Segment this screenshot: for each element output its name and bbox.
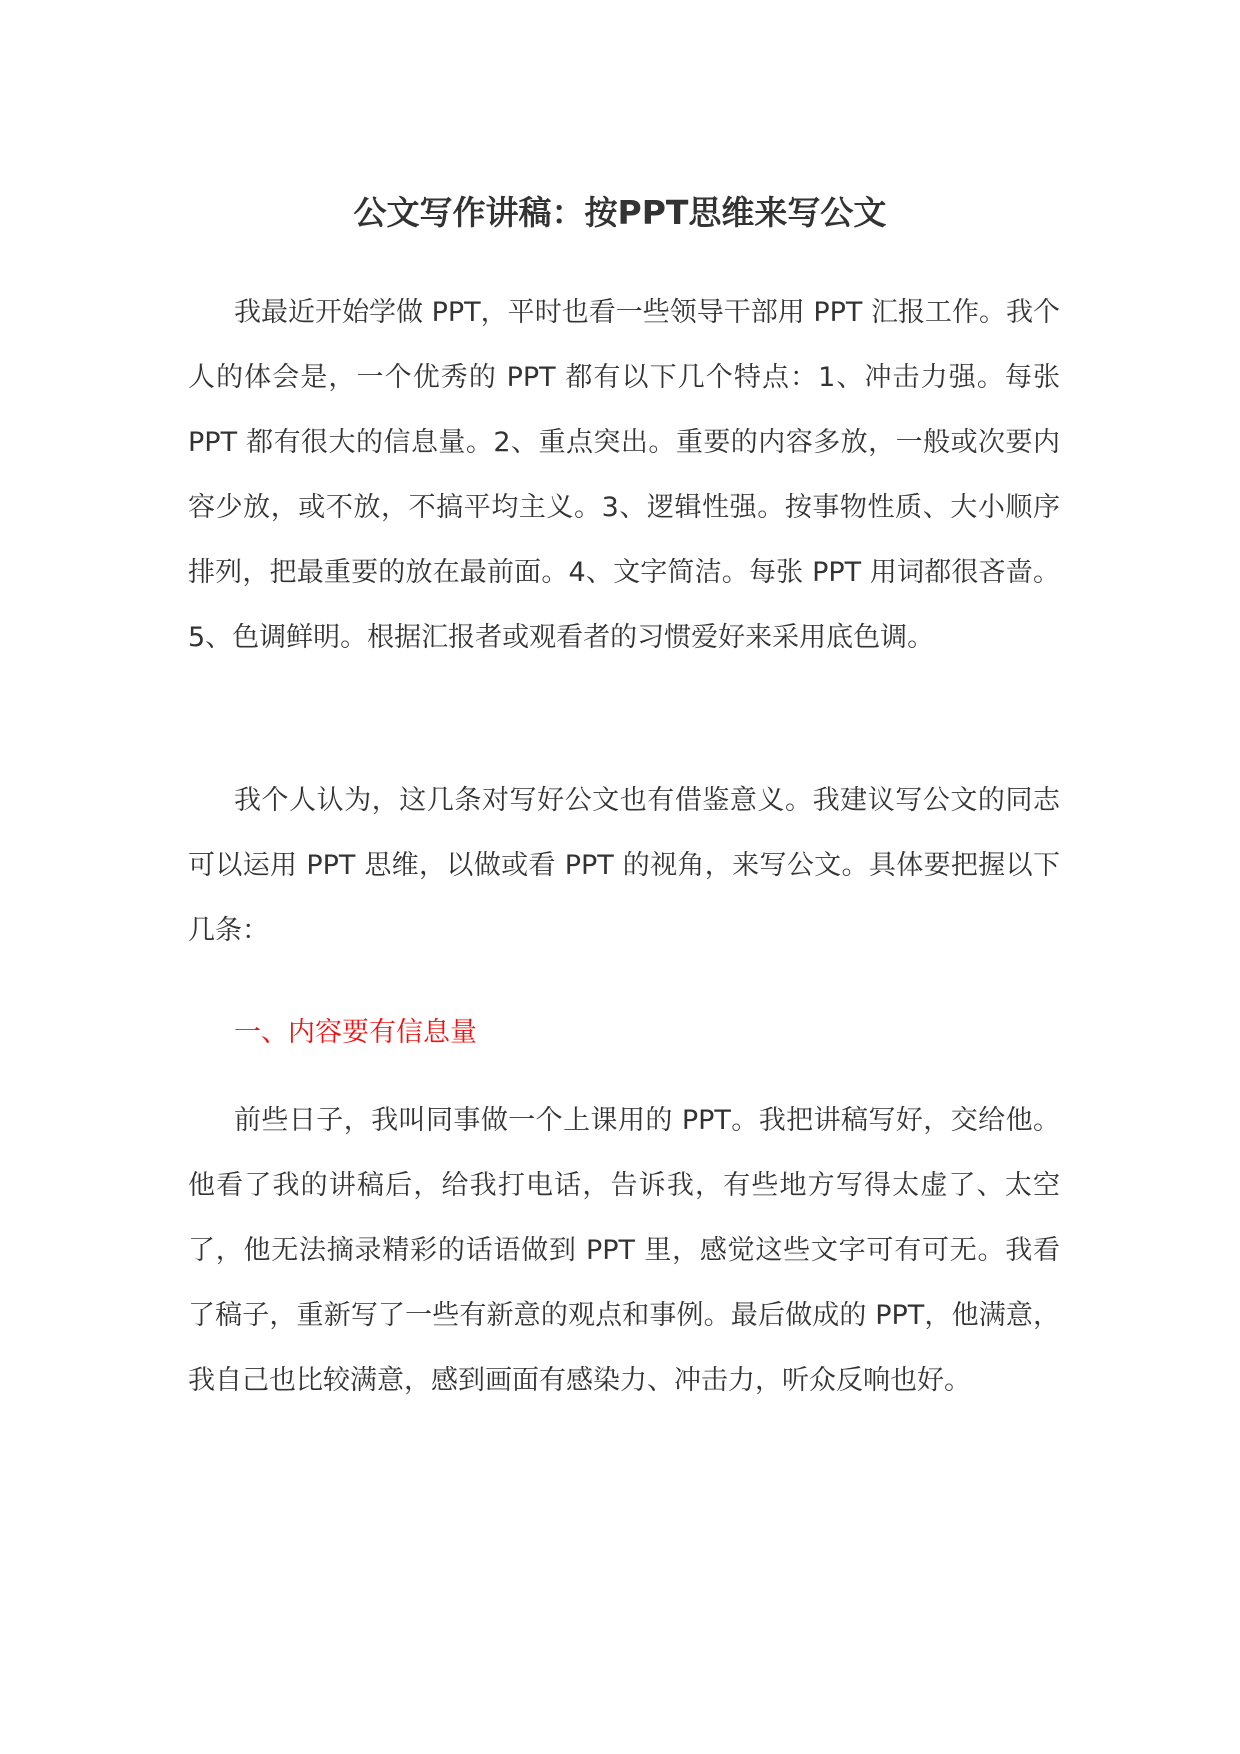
- section-heading: 一、内容要有信息量: [234, 1017, 477, 1048]
- opinion-paragraph: 我个人认为，这几条对写好公文也有借鉴意义。我建议写公文的同志可以运用 PPT 思维，以做或看 PPT 的视角，来写公文。具体要把握以下几条：: [188, 785, 1060, 946]
- section-paragraph: 前些日子，我叫同事做一个上课用的 PPT。我把讲稿写好，交给他。他看了我的讲稿后，给我打电话，告诉我，有些地方写得太虚了、太空了，他无法摘录精彩的话语做到 PPT 里，感觉这些文字可有可无。我看了稿子，重新写了一些有新意的观点和事例。最后做成的 PPT，他满意，我自己也比较满意，感到画面有感染力、冲击力，听众反响也好。: [188, 1105, 1060, 1396]
- document-title: 公文写作讲稿：按PPT思维来写公文: [353, 193, 887, 232]
- intro-paragraph: 我最近开始学做 PPT，平时也看一些领导干部用 PPT 汇报工作。我个人的体会是，一个优秀的 PPT 都有以下几个特点：1、冲击力强。每张 PPT 都有很大的信息量。2、重点突出。重要的内容多放，一般或次要内容少放，或不放，不搞平均主义。3、逻辑性强。按事物性质、大小顺序排列，把最重要的放在最前面。4、文字简洁。每张 PPT 用词都很吝啬。5、色调鲜明。根据汇报者或观看者的习惯爱好来采用底色调。: [188, 297, 1060, 653]
